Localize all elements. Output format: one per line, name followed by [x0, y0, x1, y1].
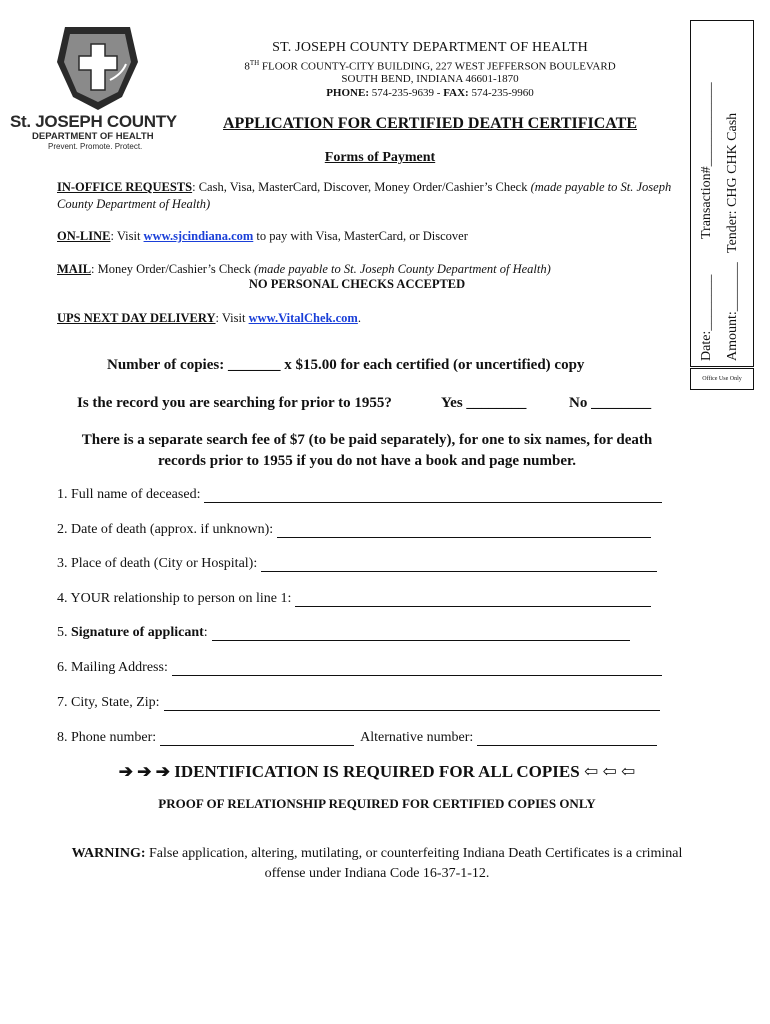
logo-dept: DEPARTMENT OF HEALTH — [32, 131, 154, 142]
org-address-line2: SOUTH BEND, INDIANA 46601-1870 — [341, 73, 519, 85]
office-use-only-label: Office Use Only — [690, 368, 754, 390]
number-of-copies: Number of copies: _______ x $15.00 for each certified (or uncertified) copy — [107, 357, 585, 373]
county-logo — [10, 22, 180, 152]
office-amount: Amount:_______ — [725, 262, 740, 361]
org-address-line1: 8TH FLOOR COUNTY-CITY BUILDING, 227 WEST JEFFERSON BOULEVARD — [244, 59, 616, 73]
proof-of-relationship: PROOF OF RELATIONSHIP REQUIRED FOR CERTIFIED COPIES ONLY — [158, 796, 596, 811]
right-arrows-icon: ➔ ➔ ➔ — [118, 762, 171, 781]
vitalchek-link[interactable]: www.VitalChek.com — [248, 311, 358, 325]
mail-payment: MAIL: Money Order/Cashier’s Check (made payable to St. Joseph County Department of Health) — [57, 262, 551, 276]
signature-field[interactable]: 5. Signature of applicant: — [57, 625, 630, 641]
ups-delivery: UPS NEXT DAY DELIVERY: Visit www.VitalChek.com. — [57, 311, 361, 325]
in-office-requests: IN-OFFICE REQUESTS: Cash, Visa, MasterCard, Discover, Money Order/Cashier’s Check (made payable to St. Joseph County Department of Health) — [57, 180, 672, 211]
sjcindiana-link[interactable]: www.sjcindiana.com — [143, 229, 254, 243]
search-fee-note: There is a separate search fee of $7 (to be paid separately), for one to six names, for death records prior to 1955 if you do not have a book and page number. — [81, 432, 653, 469]
mailing-address-field[interactable]: 6. Mailing Address: — [57, 660, 662, 676]
org-name: ST. JOSEPH COUNTY DEPARTMENT OF HEALTH — [272, 40, 588, 55]
online-payment: ON-LINE: Visit www.sjcindiana.com to pay with Visa, MasterCard, or Discover — [57, 229, 468, 243]
full-name-field[interactable]: 1. Full name of deceased: — [57, 487, 662, 503]
document-title: APPLICATION FOR CERTIFIED DEATH CERTIFICATE — [222, 115, 638, 132]
logo-name: St. JOSEPH COUNTY — [10, 112, 177, 131]
no-option[interactable]: No ________ — [569, 395, 652, 411]
prior-1955-question: Is the record you are searching for prior to 1955? — [77, 395, 392, 411]
relationship-field[interactable]: 4. YOUR relationship to person on line 1: — [57, 591, 651, 607]
place-of-death-field[interactable]: 3. Place of death (City or Hospital): — [57, 556, 657, 572]
office-transaction: Transaction#____________ — [699, 82, 714, 239]
forms-of-payment-heading: Forms of Payment — [324, 150, 436, 165]
no-personal-checks: NO PERSONAL CHECKS ACCEPTED — [248, 277, 466, 291]
org-phone: PHONE: 574-235-9639 - FAX: 574-235-9960 — [326, 87, 534, 99]
yes-option[interactable]: Yes ________ — [441, 395, 527, 411]
office-use-box — [690, 20, 754, 367]
logo-tagline: Prevent. Promote. Protect. — [48, 142, 143, 151]
office-date: Date:________ — [699, 274, 714, 361]
city-state-zip-field[interactable]: 7. City, State, Zip: — [57, 695, 660, 711]
phone-number-field[interactable]: 8. Phone number: Alternative number: — [57, 730, 657, 746]
office-tender: Tender: CHG CHK Cash — [725, 112, 740, 253]
left-arrows-icon: ⇦ ⇦ ⇦ — [583, 762, 636, 781]
date-of-death-field[interactable]: 2. Date of death (approx. if unknown): — [57, 522, 651, 538]
warning-notice: WARNING: False application, altering, mutilating, or counterfeiting Indiana Death Certificates is a criminal offense under Indiana Code 16-37-1-12. — [71, 846, 683, 881]
identification-required: ➔ ➔ ➔ IDENTIFICATION IS REQUIRED FOR ALL COPIES ⇦ ⇦ ⇦ — [118, 762, 636, 781]
